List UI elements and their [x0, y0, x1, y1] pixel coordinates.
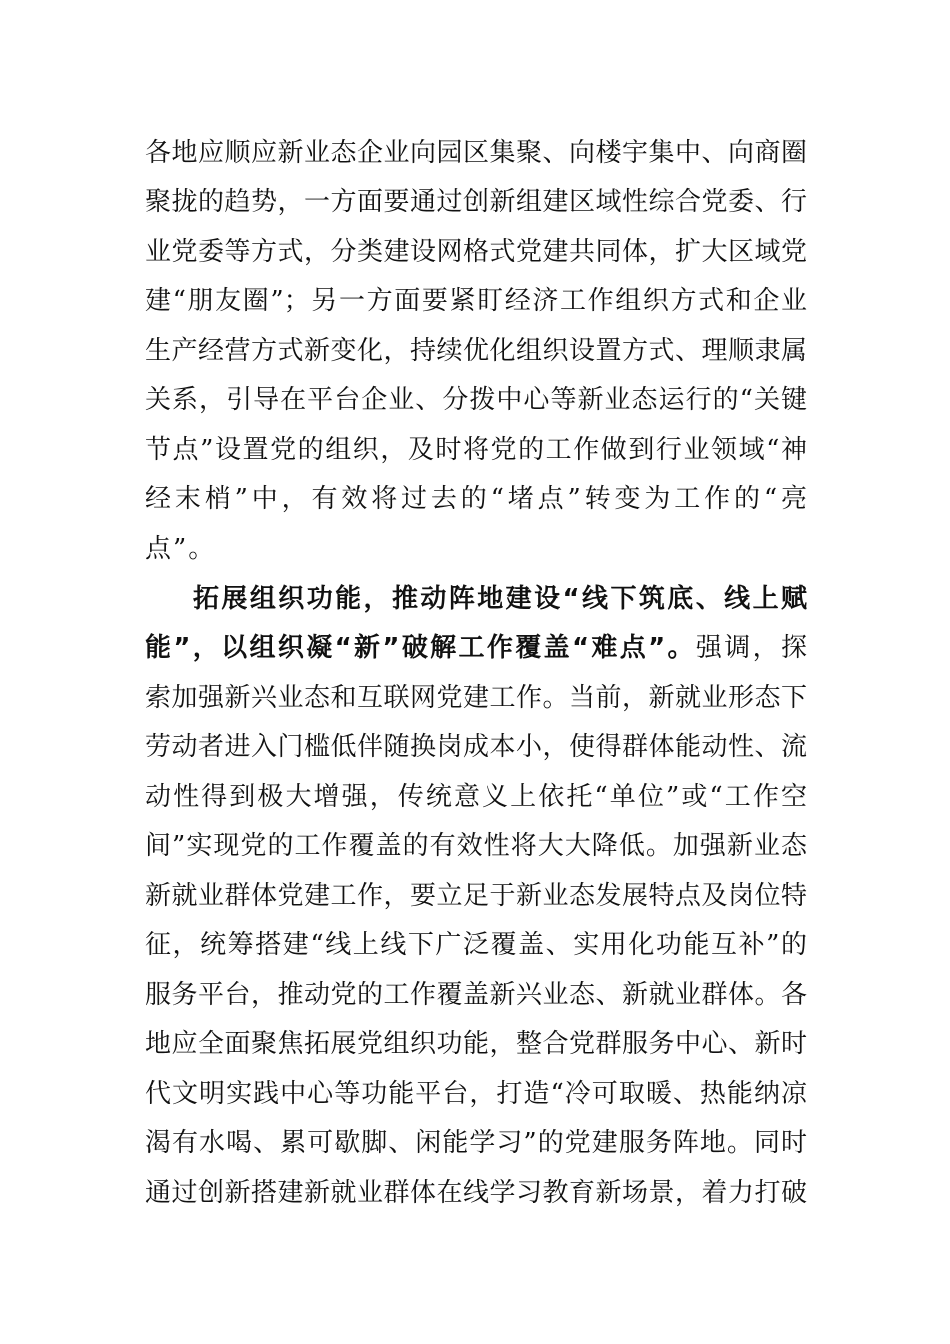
paragraph-line: 建“朋友圈”；另一方面要紧盯经济工作组织方式和企业 [145, 286, 807, 316]
paragraph-line: 征，统筹搭建“线上线下广泛覆盖、实用化功能互补”的 [145, 930, 807, 960]
paragraph-line: 生产经营方式新变化，持续优化组织设置方式、理顺隶属 [145, 336, 807, 366]
paragraph-line: 通过创新搭建新就业群体在线学习教育新场景，着力打破 [145, 1178, 807, 1208]
paragraph-line: 节点”设置党的组织，及时将党的工作做到行业领域“神 [145, 435, 807, 465]
paragraph-line: 动性得到极大增强，传统意义上依托“单位”或“工作空 [145, 782, 807, 812]
paragraph-line: 点”。 [145, 534, 217, 564]
paragraph-line: 业党委等方式，分类建设网格式党建共同体，扩大区域党 [145, 237, 807, 267]
paragraph-line: 关系，引导在平台企业、分拨中心等新业态运行的“关键 [145, 385, 807, 415]
paragraph-line: 代文明实践中心等功能平台，打造“冷可取暖、热能纳凉 [145, 1079, 807, 1109]
paragraph-text: 强调，探 [695, 633, 807, 663]
section-heading: 拓展组织功能，推动阵地建设“线下筑底、线上赋 [193, 584, 807, 614]
paragraph-line: 间”实现党的工作覆盖的有效性将大大降低。加强新业态 [145, 831, 807, 861]
paragraph-line: 聚拢的趋势，一方面要通过创新组建区域性综合党委、行 [145, 187, 807, 217]
paragraph-line: 渴有水喝、累可歇脚、闲能学习”的党建服务阵地。同时 [145, 1128, 807, 1158]
paragraph-line: 新就业群体党建工作，要立足于新业态发展特点及岗位特 [145, 881, 807, 911]
mixed-heading-line [145, 629, 807, 667]
paragraph-line: 劳动者进入门槛低伴随换岗成本小，使得群体能动性、流 [145, 732, 807, 762]
paragraph-line: 地应全面聚焦拓展党组织功能，整合党群服务中心、新时 [145, 1029, 807, 1059]
paragraph-line: 经末梢”中，有效将过去的“堵点”转变为工作的“亮 [145, 484, 807, 514]
paragraph-line: 索加强新兴业态和互联网党建工作。当前，新就业形态下 [145, 683, 807, 713]
paragraph-line: 各地应顺应新业态企业向园区集聚、向楼宇集中、向商圈 [145, 138, 807, 168]
paragraph-line: 服务平台，推动党的工作覆盖新兴业态、新就业群体。各 [145, 980, 807, 1010]
section-heading-end: 能”，以组织凝“新”破解工作覆盖“难点”。 [145, 633, 696, 663]
